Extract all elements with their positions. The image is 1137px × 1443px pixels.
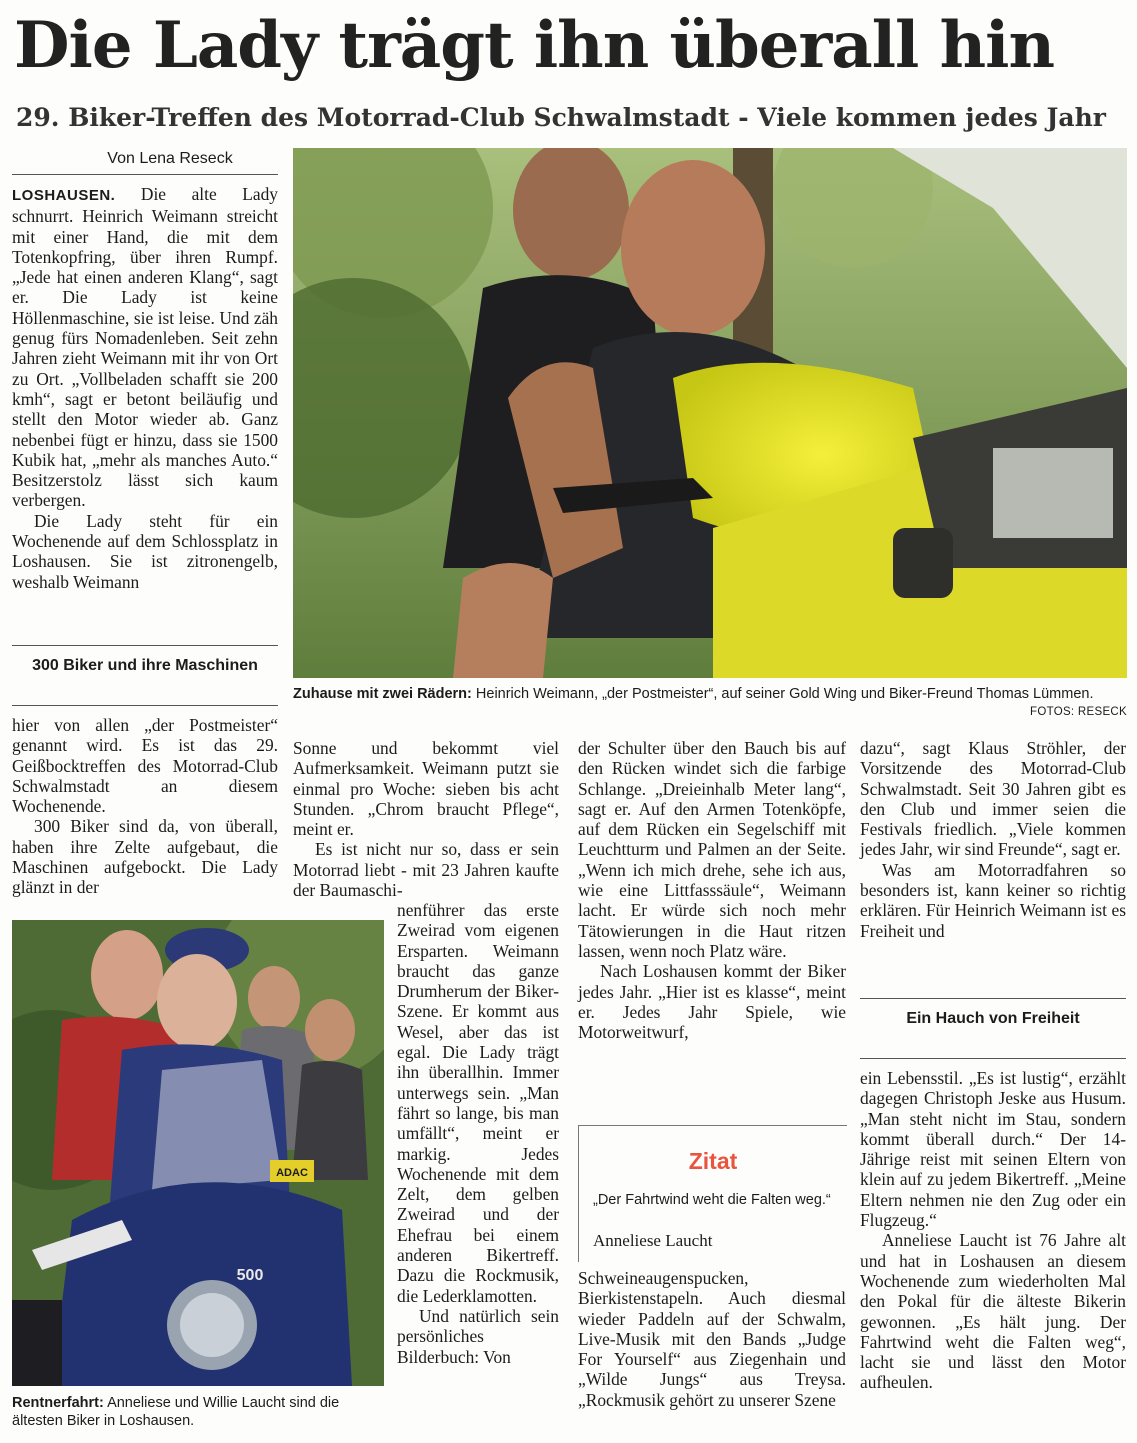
col3-paragraph-2: Nach Loshausen kommt der Biker jedes Jahr. „Hier ist es klasse“, meint er. Jedes Jahr Spiele, wie Motorweitwurf, [578, 961, 846, 1043]
col3-paragraph-3: Schweineaugenspucken, Bierkistenstapeln. Auch diesmal wieder Paddeln auf der Schwalm, Live-Musik mit den Bands „Judge For Yourself“ aus Ziegenhain und „Wilde Jungs“ aus Treysa. „Rockmusik gehört zu unserer Szene [578, 1268, 846, 1410]
column-3-top [578, 738, 846, 1042]
subhead-rule-top [12, 645, 278, 646]
adac-sticker: ADAC [276, 1167, 308, 1179]
caption-bottom-lead: Rentnerfahrt: [12, 1395, 104, 1411]
col4-paragraph-2: Was am Motorradfahren so besonders ist, kann keiner so richtig erklären. Für Heinrich Weimann ist es Freiheit und [860, 859, 1126, 941]
subhead-300-biker: 300 Biker und ihre Maschinen [32, 657, 258, 674]
photo-bikers-gold-wing-image [293, 148, 1127, 678]
col2-paragraph-2: Es ist nicht nur so, dass er sein Motorrad liebt - mit 23 Jahren kaufte der Baumaschi- [293, 839, 559, 901]
dateline: LOSHAUSEN. [12, 187, 116, 204]
column-4-top [860, 738, 1126, 941]
caption-top-text: Heinrich Weimann, „der Postmeister“, auf seiner Gold Wing und Biker-Freund Thomas Lümmen. [471, 686, 1094, 702]
col1b-paragraph-2: 300 Biker sind da, von überall, haben ihre Zelte aufgebaut, die Maschinen aufgebockt. Die Lady glänzt in der [12, 816, 278, 898]
col1b-paragraph-1: hier von allen „der Postmeister“ genannt wird. Es ist das 29. Geißbocktreffen des Motorrad-Club Schwalmstadt an diesem Wochenende. [12, 715, 278, 817]
quote-author: Anneliese Laucht [593, 1231, 713, 1250]
photo-laucht-couple-image [12, 920, 384, 1386]
col1-paragraph-2: Die Lady steht für ein Wochenende auf dem Schlossplatz in Loshausen. Sie ist zitronengelb, weshalb Weimann [12, 510, 278, 592]
column-2-top [293, 738, 559, 900]
byline-rule [12, 174, 278, 175]
col2-paragraph-1: Sonne und bekommt viel Aufmerksamkeit. Weimann putzt sie einmal pro Woche: sieben bis acht Stunden. „Chrom braucht Pflege“, meint er. [293, 738, 559, 840]
photo-laucht-couple [12, 920, 384, 1386]
photo-credit: FOTOS: RESECK [1030, 706, 1127, 718]
col4b-paragraph-1: ein Lebensstil. „Es ist lustig“, erzählt dagegen Christoph Jeske aus Husum. „Man steht nicht im Stau, sondern kommt überall durch.“ Der 14-Jährige reist mit seinen Eltern von klein auf zu jedem Bikertreff. „Meine Eltern nehmen nie den Zug oder ein Flugzeug.“ [860, 1068, 1126, 1231]
column-1-top [12, 184, 278, 592]
column-2-narrow [397, 900, 559, 1367]
headline: Die Lady trägt ihn überall hin [14, 8, 1054, 83]
col3-paragraph-1: der Schulter über den Bauch bis auf den Rücken windet sich die farbige Schlange. „Dreieinhalb Meter lang“, sagt er. Auf den Armen Totenköpfe, auf dem Rücken ein Segelschiff mit Leuchtturm und Palmen an der Seite. „Wenn ich mich drehe, sehe ich aus, wie eine Littfasssäule“, Weimann lacht. Er würde sich noch mehr Tätowierungen in die Haut ritzen lassen, wenn noch Platz wäre. [578, 738, 846, 961]
caption-top-lead: Zuhause mit zwei Rädern: [293, 686, 472, 702]
quote-box [578, 1125, 847, 1262]
col2n-paragraph-1: nenführer das erste Zweirad vom eigenen Ersparten. Weimann braucht das ganze Drumherum der Biker-Szene. Er kommt aus Wesel, aber das ist egal. Die Lady trägt ihn überallhin. Immer unterwegs sein. „Man fährt so lange, bis man umfällt“, meint er markig. Jedes Wochenende mit dem Zelt, dem gelben Zweirad und der Ehefrau bei einem anderen Bikertreff. Dazu die Rockmusik, die Lederklamotten. [397, 900, 559, 1306]
column-4-bottom [860, 1068, 1126, 1393]
subhead-freiheit-rule-bottom [860, 1058, 1126, 1059]
col4-paragraph-1: dazu“, sagt Klaus Ströhler, der Vorsitzende des Motorrad-Club Schwalmstadt. Seit 30 Jahren gibt es den Club und immer seien die Festivals friedlich. „Viele kommen jedes Jahr, wir sind Freunde“, sagt er. [860, 738, 1126, 860]
byline: Von Lena Reseck [107, 150, 233, 167]
column-1-bottom [12, 715, 278, 898]
subhead-freiheit-rule-top [860, 998, 1126, 999]
subhead-rule-bottom [12, 705, 278, 706]
quote-title: Zitat [688, 1148, 738, 1174]
col2n-paragraph-2: Und natürlich sein persönliches Bilderbuch: Von [397, 1305, 559, 1367]
quote-text: „Der Fahrtwind weht die Falten weg.“ [593, 1192, 831, 1208]
col1-paragraph-1: Die alte Lady schnurrt. Heinrich Weimann streicht mit einer Hand, die mit dem Totenkopfring, über ihren Rumpf. „Jede hat einen anderen Klang“, sagt er. Die Lady ist keine Höllenmaschine, sie ist leise. Und zäh genug fürs Nomadenleben. Seit zehn Jahren zieht Weimann mit ihr von Ort zu Ort. „Vollbeladen schafft sie 200 kmh“, sagt er betont beiläufig und stellt den Motor wieder ab. Ganz nebenbei fügt er hinzu, dass sie 1500 Kubik hat, „mehr als manches Auto.“ Besitzerstolz lässt sich kaum verbergen. [12, 184, 278, 511]
column-3-bottom [578, 1268, 846, 1410]
photo-bikers-gold-wing [293, 148, 1127, 678]
model-badge: 500 [236, 1267, 264, 1284]
subhead-freiheit: Ein Hauch von Freiheit [906, 1010, 1080, 1027]
subheadline: 29. Biker-Treffen des Motorrad-Club Schwalmstadt - Viele kommen jedes Jahr [16, 103, 1106, 132]
caption-top-photo [293, 685, 1127, 703]
caption-bottom-text: Anneliese und Willie Laucht sind die ältesten Biker in Loshausen. [12, 1395, 340, 1429]
col4b-paragraph-2: Anneliese Laucht ist 76 Jahre alt und hat in Loshausen an diesem Wochenende zum wiederholten Mal den Pokal für die älteste Bikerin gewonnen. „Es hält jung. Der Fahrtwind weht die Falten weg“, lacht sie und lässt den Motor aufheulen. [860, 1230, 1126, 1393]
caption-bottom-photo [12, 1394, 384, 1430]
